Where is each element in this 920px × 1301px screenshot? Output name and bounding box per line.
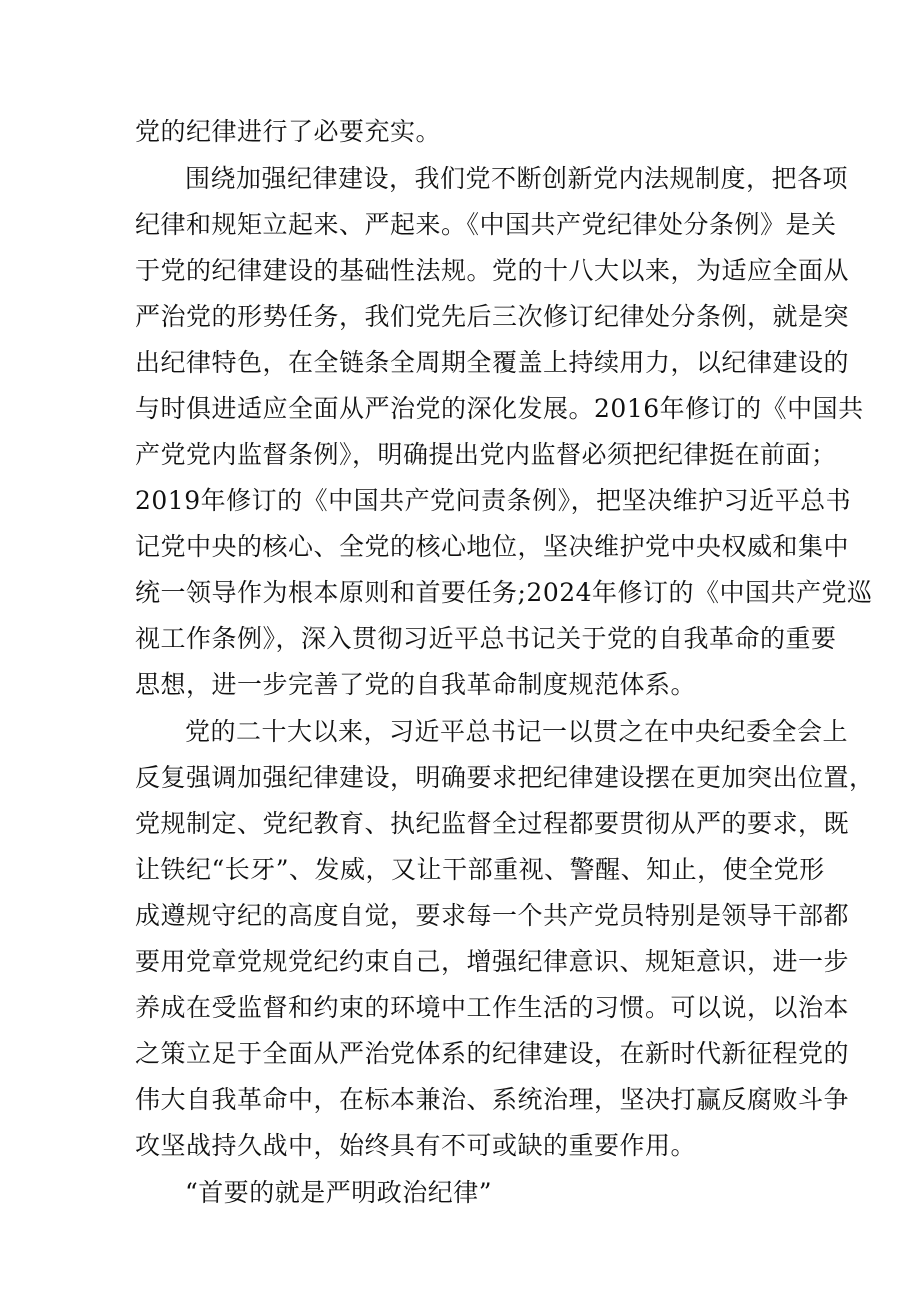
text-line: 攻坚战持久战中，始终具有不可或缺的重要作用。 (135, 1131, 697, 1160)
text-line: 纪律和规矩立起来、严起来。《中国共产党纪律处分条例》是关 (135, 210, 837, 239)
text-line: 成遵规守纪的高度自觉，要求每一个共产党员特别是领导干部都 (135, 901, 850, 930)
paragraph-first-line: 党的二十大以来，习近平总书记一以贯之在中央纪委全会上 (185, 717, 849, 746)
text-line: 于党的纪律建设的基础性法规。党的十八大以来，为适应全面从 (135, 256, 850, 285)
text-line: 要用党章党规党纪约束自己，增强纪律意识、规矩意识，进一步 (135, 947, 850, 976)
text-line: 反复强调加强纪律建设，明确要求把纪律建设摆在更加突出位置， (135, 763, 875, 792)
text-line: 伟大自我革命中，在标本兼治、系统治理，坚决打赢反腐败斗争 (135, 1085, 850, 1114)
text-line: 记党中央的核心、全党的核心地位，坚决维护党中央权威和集中 (135, 532, 850, 561)
text-line: 养成在受监督和约束的环境中工作生活的习惯。可以说，以治本 (135, 993, 850, 1022)
text-line: 2019年修订的《中国共产党问责条例》，把坚决维护习近平总书 (135, 486, 852, 515)
text-line: 让铁纪“长牙”、发威，又让干部重视、警醒、知止，使全党形 (135, 855, 825, 884)
text-line: 严治党的形势任务，我们党先后三次修订纪律处分条例，就是突 (135, 302, 850, 331)
text-line: 出纪律特色，在全链条全周期全覆盖上持续用力，以纪律建设的 (135, 348, 850, 377)
text-line: 产党党内监督条例》，明确提出党内监督必须把纪律挺在前面； (135, 440, 837, 469)
text-line: 视工作条例》，深入贯彻习近平总书记关于党的自我革命的重要 (135, 624, 837, 653)
text-line: 之策立足于全面从严治党体系的纪律建设，在新时代新征程党的 (135, 1039, 850, 1068)
text-line: 党规制定、党纪教育、执纪监督全过程都要贯彻从严的要求，既 (135, 809, 850, 838)
text-line: 统一领导作为根本原则和首要任务;2024年修订的《中国共产党巡 (135, 578, 873, 607)
text-line: 党的纪律进行了必要充实。 (135, 117, 442, 146)
paragraph-first-line: 围绕加强纪律建设，我们党不断创新党内法规制度，把各项 (185, 164, 849, 193)
text-line: 与时俱进适应全面从严治党的深化发展。2016年修订的《中国共 (135, 394, 864, 423)
text-line: 思想，进一步完善了党的自我革命制度规范体系。 (135, 670, 697, 699)
section-heading: “首要的就是严明政治纪律” (185, 1178, 493, 1207)
